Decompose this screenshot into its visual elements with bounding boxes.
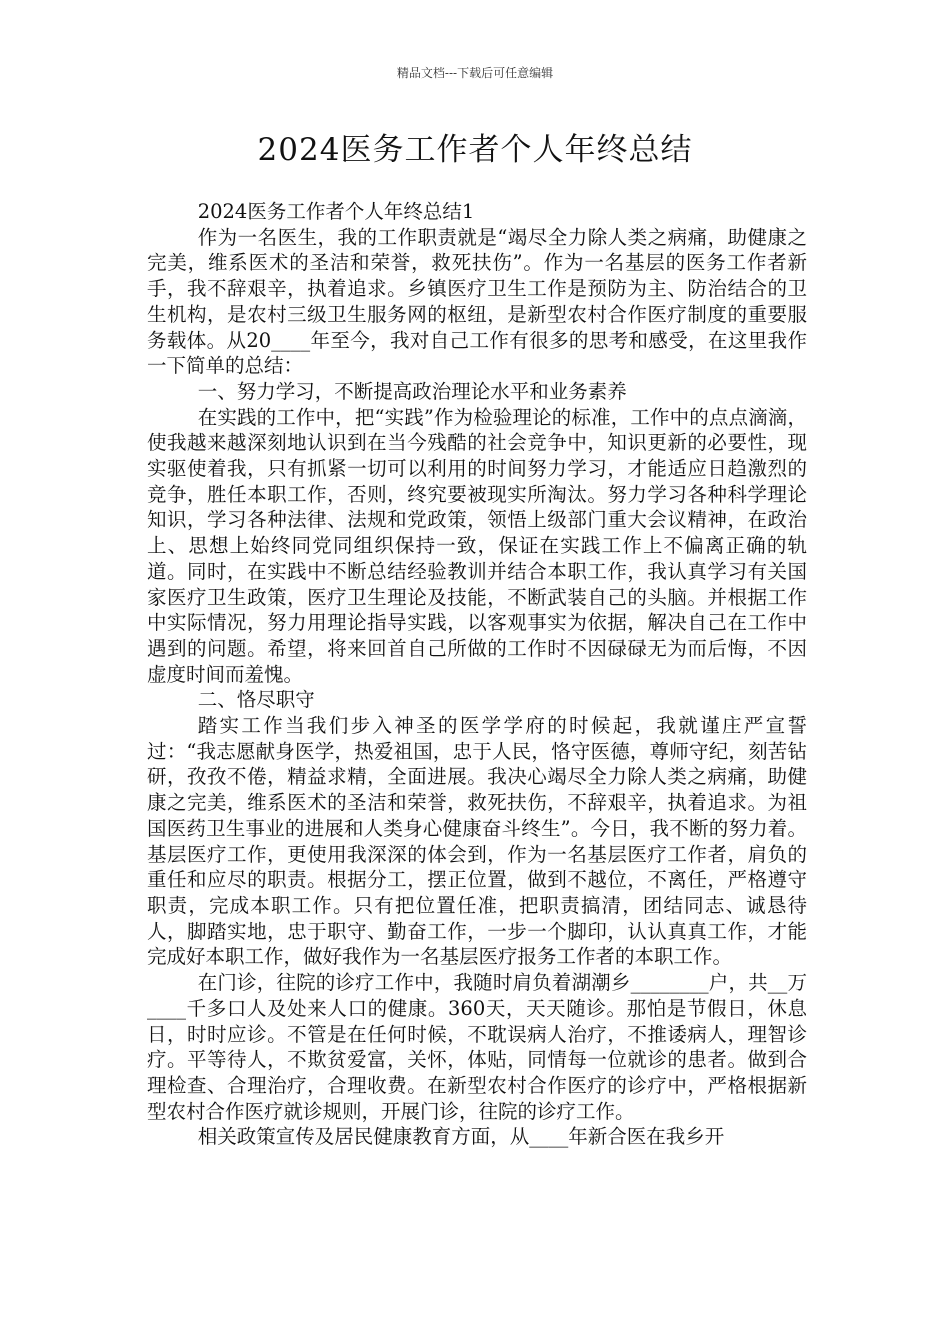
section-heading-1: 一、努力学习，不断提高政治理论水平和业务素养: [197, 379, 627, 403]
section-2-paragraph-1: 踏实工作当我们步入神圣的医学学府的时候起，我就谨庄严宣誓过：“我志愿献身医学，热爱祖国，忠于人民，恪守医德，尊师守纪，刻苦钻研，孜孜不倦，精益求精，全面进展。我决心竭尽全力除人类之病痛，助健康之完美，维系医术的圣洁和荣誉，救死扶伤，不辞艰辛，执着追求。为祖国医药卫生事业的进展和人类身心健康奋斗终生”。今日，我不断的努力着。基层医疗工作，更使用我深深的体会到，作为一名基层医疗工作者，肩负的重任和应尽的职责。根据分工，摆正位置，做到不越位，不离任，严格遵守职责，完成本职工作。只有把位置任准，把职责搞清，团结同志、诚恳待人，脚踏实地，忠于职守、勤奋工作，一步一个脚印，认认真真工作，才能完成好本职工作，做好我作为一名基层医疗报务工作者的本职工作。: [147, 714, 807, 969]
subtitle-paragraph: 2024医务工作者个人年终总结1: [197, 200, 475, 223]
section-2-paragraph-2: 在门诊，往院的诊疗工作中，我随时肩负着湖潮乡________户，共__万____千多口人及处来人口的健康。360天，天天随诊。那怕是节假日，休息日，时时应诊。不管是在任何时候，不耽误病人治疗，不推诿病人，理智诊疗。平等待人，不欺贫爱富，关怀，体贴，同情每一位就诊的患者。做到合理检查、合理治疗，合理收费。在新型农村合作医疗的诊疗中，严格根据新型农村合作医疗就诊规则，开展门诊，往院的诊疗工作。: [147, 971, 807, 1123]
page-header: 精品文档---下载后可任意编辑: [396, 66, 554, 80]
intro-paragraph: 作为一名医生，我的工作职责就是“竭尽全力除人类之病痛，助健康之完美，维系医术的圣洁和荣誉，救死扶伤”。作为一名基层的医务工作者新手，我不辞艰辛，执着追求。乡镇医疗卫生工作是预防为主、防治结合的卫生机构，是农村三级卫生服务网的枢纽，是新型农村合作医疗制度的重要服务载体。从20____年至今，我对自己工作有很多的思考和感受，在这里我作一下简单的总结：: [147, 225, 807, 378]
section-heading-2: 二、恪尽职守: [197, 688, 315, 712]
section-2-paragraph-3: 相关政策宣传及居民健康教育方面，从____年新合医在我乡开: [197, 1125, 725, 1149]
section-1-paragraph: 在实践的工作中，把“实践”作为检验理论的标准，工作中的点点滴滴，使我越来越深刻地认识到在当今残酷的社会竞争中，知识更新的必要性，现实驱使着我，只有抓紧一切可以利用的时间努力学习，才能适应日趋激烈的竞争，胜任本职工作，否则，终究要被现实所淘汰。努力学习各种科学理论知识，学习各种法律、法规和党政策，领悟上级部门重大会议精神，在政治上、思想上始终同党同组织保持一致，保证在实践工作上不偏离正确的轨道。同时，在实践中不断总结经验教训并结合本职工作，我认真学习有关国家医疗卫生政策，医疗卫生理论及技能，不断武装自己的头脑。并根据工作中实际情况，努力用理论指导实践，以客观事实为依据，解决自己在工作中遇到的问题。希望，将来回首自己所做的工作时不因碌碌无为而后悔，不因虚度时间而羞愧。: [147, 405, 807, 686]
document-body: [147, 199, 807, 1150]
document-title: 2024医务工作者个人年终总结: [257, 132, 693, 168]
